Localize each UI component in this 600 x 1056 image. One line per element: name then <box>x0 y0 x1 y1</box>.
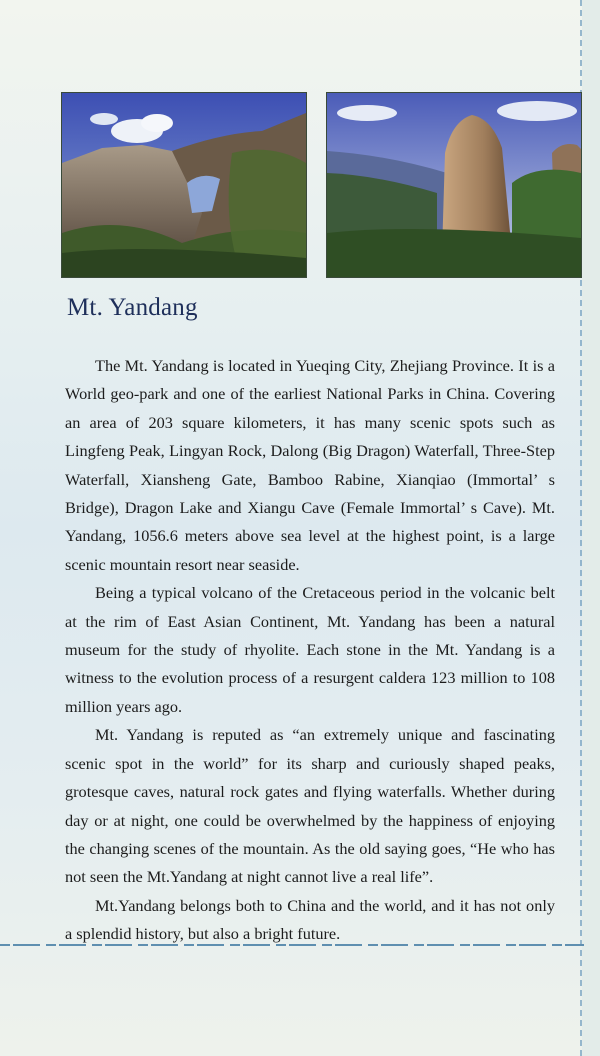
photo-rock-bridge <box>61 92 307 278</box>
photo-stone-pillar <box>326 92 582 278</box>
article-body <box>65 352 555 949</box>
bottom-divider <box>0 944 584 946</box>
paragraph-future: Mt.Yandang belongs both to China and the world, and it has not only a splendid history, but also a bright future. <box>65 895 555 944</box>
page-edge <box>582 0 600 1056</box>
paragraph-location: The Mt. Yandang is located in Yueqing City, Zhejiang Province. It is a World geo-park and one of the earliest National Parks in China. Covering an area of 203 square kilometers, it has many scenic spots such as Lingfeng Peak, Lingyan Rock, Dalong (Big Dragon) Waterfall, Three-Step Waterfall, Xiansheng Gate, Bamboo Rabine, Xianqiao (Immortal’ s Bridge), Dragon Lake and Xiangu Cave (Female Immortal’ s Cave). Mt. Yandang, 1056.6 meters above sea level at the highest point, is a large scenic mountain resort near seaside. <box>65 356 555 574</box>
paragraph-reputation: Mt. Yandang is reputed as “an extremely unique and fascinating scenic spot in the world” for its sharp and curiously shaped peaks, grotesque caves, natural rock gates and flying waterfalls. Whether during day or at night, one could be overwhelmed by the happiness of enjoying the changing scenes of the mountain. As the old saying goes, “He who has not seen the Mt.Yandang at night cannot live a real life”. <box>65 725 555 887</box>
page-title: Mt. Yandang <box>67 294 198 321</box>
paragraph-geology: Being a typical volcano of the Cretaceous period in the volcanic belt at the rim of East Asian Continent, Mt. Yandang has been a natural museum for the study of rhyolite. Each stone in the Mt. Yandang is a witness to the evolution process of a resurgent caldera 123 million to 108 million years ago. <box>65 583 555 716</box>
